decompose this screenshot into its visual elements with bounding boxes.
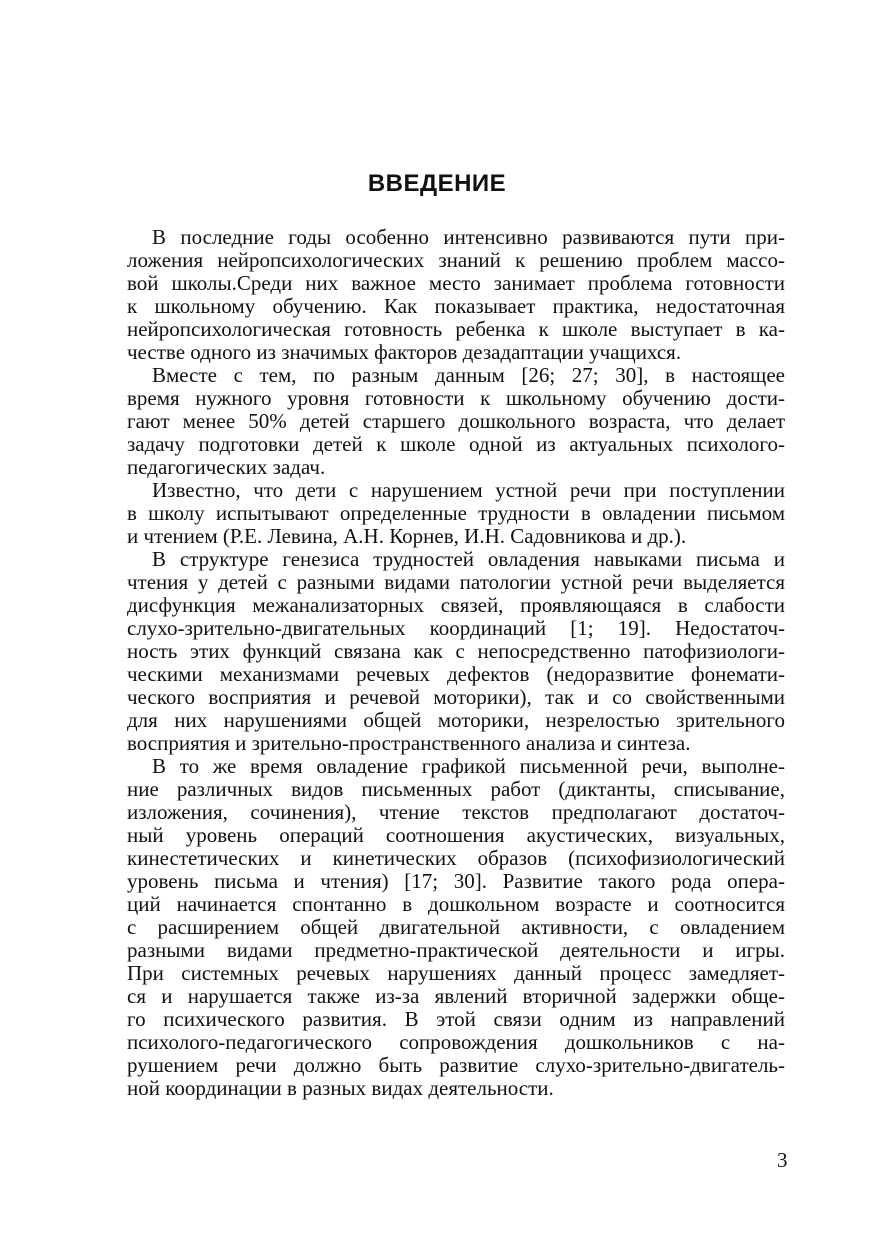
paragraph <box>127 479 785 548</box>
text-line: задачу подготовки детей к школе одной из актуальных психолого- <box>127 432 785 456</box>
text-line: дисфункция межанализаторных связей, проявляющаяся в слабости <box>127 593 785 617</box>
text-line: слухо-зрительно-двигательных координаций [1; 19]. Недостаточ- <box>127 616 785 640</box>
text-line: психолого-педагогического сопровождения дошкольников с на- <box>127 1030 785 1054</box>
text-line: для них нарушениями общей моторики, незрелостью зрительного <box>127 708 785 732</box>
text-line: вой школы.Среди них важное место занимает проблема готовности <box>127 271 785 295</box>
text-line: ной координации в разных видах деятельности. <box>127 1076 554 1100</box>
text-line: В структуре генезиса трудностей овладения навыками письма и <box>152 547 785 571</box>
paragraph <box>127 755 785 1100</box>
text-line: Вместе с тем, по разным данным [26; 27; 30], в настоящее <box>152 363 785 387</box>
text-line: и чтением (Р.Е. Левина, А.Н. Корнев, И.Н. Садовникова и др.). <box>127 524 687 548</box>
text-line: ся и нарушается также из-за явлений вторичной задержки обще- <box>127 984 785 1008</box>
text-line: кинестетических и кинетических образов (психофизиологический <box>127 846 785 870</box>
text-line: уровень письма и чтения) [17; 30]. Развитие такого рода опера- <box>127 869 785 893</box>
text-line: В то же время овладение графикой письменной речи, выполне- <box>152 754 785 778</box>
text-line: честве одного из значимых факторов дезадаптации учащихся. <box>127 340 682 364</box>
page-title: ВВЕДЕНИЕ <box>367 170 507 197</box>
text-line: восприятия и зрительно-пространственного анализа и синтеза. <box>127 731 691 755</box>
text-line: ние различных видов письменных работ (диктанты, списывание, <box>127 777 785 801</box>
text-line: В последние годы особенно интенсивно развиваются пути при- <box>152 225 785 249</box>
text-line: гают менее 50% детей старшего дошкольного возраста, что делает <box>127 409 785 433</box>
text-line: нейропсихологическая готовность ребенка к школе выступает в ка- <box>127 317 785 341</box>
text-line: в школу испытывают определенные трудности в овладении письмом <box>127 501 785 525</box>
text-line: ческого восприятия и речевой моторики), так и со свойственными <box>127 685 785 709</box>
text-line: время нужного уровня готовности к школьному обучению дости- <box>127 386 785 410</box>
paragraph <box>127 548 785 755</box>
text-line: го психического развития. В этой связи одним из направлений <box>127 1007 785 1031</box>
text-line: разными видами предметно-практической деятельности и игры. <box>127 938 785 962</box>
page-number: 3 <box>777 1148 788 1172</box>
text-line: ческими механизмами речевых дефектов (недоразвитие фонемати- <box>127 662 785 686</box>
text-line: ный уровень операций соотношения акустических, визуальных, <box>127 823 785 847</box>
text-line: При системных речевых нарушениях данный процесс замедляет- <box>127 961 785 985</box>
text-line: изложения, сочинения), чтение текстов предполагают достаточ- <box>127 800 785 824</box>
text-line: с расширением общей двигательной активности, с овладением <box>127 915 785 939</box>
text-line: ложения нейропсихологических знаний к решению проблем массо- <box>127 248 785 272</box>
text-line: педагогических задач. <box>127 455 326 479</box>
text-line: чтения у детей с разными видами патологии устной речи выделяется <box>127 570 785 594</box>
paragraph <box>127 364 785 479</box>
text-line: рушением речи должно быть развитие слухо-зрительно-двигатель- <box>127 1053 785 1077</box>
text-line: Известно, что дети с нарушением устной речи при поступлении <box>152 478 785 502</box>
text-line: ность этих функций связана как с непосредственно патофизиологи- <box>127 639 785 663</box>
text-line: ций начинается спонтанно в дошкольном возрасте и соотносится <box>127 892 785 916</box>
text-line: к школьному обучению. Как показывает практика, недостаточная <box>127 294 785 318</box>
body-text <box>127 226 785 1100</box>
paragraph <box>127 226 785 364</box>
